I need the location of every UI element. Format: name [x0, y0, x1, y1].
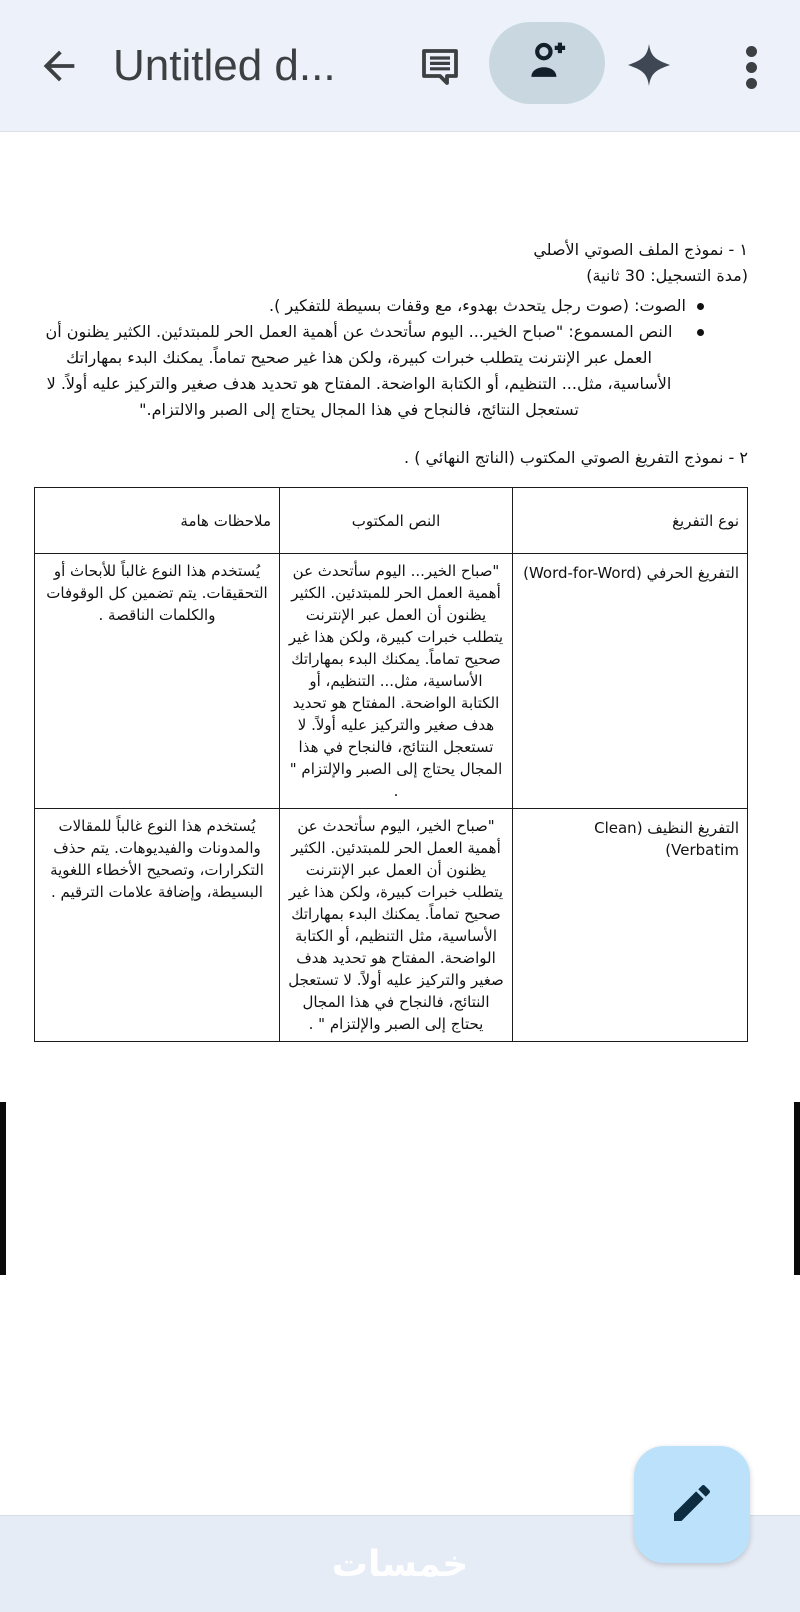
row1-type-cell: التفريغ الحرفي (Word-for-Word): [513, 554, 748, 809]
comment-button[interactable]: [416, 42, 464, 90]
section1-bullets: [32, 293, 712, 423]
document-title[interactable]: Untitled d...: [113, 41, 336, 90]
comment-icon: [416, 75, 464, 94]
three-dot-menu-icon: [746, 46, 757, 57]
app-bar: [0, 0, 800, 132]
adjacent-page-edge-left: [0, 1102, 6, 1275]
header-written-text: النص المكتوب: [280, 488, 513, 554]
table-header-row: [35, 488, 748, 554]
table-row: [35, 809, 748, 1042]
header-transcript-type: نوع التفريغ: [513, 488, 748, 554]
document-canvas[interactable]: [0, 133, 800, 1515]
section1-heading: ١ - نموذج الملف الصوتي الأصلي: [533, 240, 748, 259]
arrow-back-icon: [36, 74, 82, 93]
section1-subheading: (مدة التسجيل: 30 ثانية): [586, 266, 748, 285]
bullet-voice-description: الصوت: (صوت رجل يتحدث بهدوء، مع وقفات بسيطة للتفكير ).: [32, 293, 712, 319]
row1-text-cell: "صباح الخير... اليوم سأتحدث عن أهمية العمل الحر للمبتدئين. الكثير يظنون أن العمل عبر الإنترنت يتطلب خبرات كبيرة، ولكن هذا غير صحيح تماماً. يمكنك البدء بمهاراتك الأساسية، مثل... التنظيم، أو الكتابة الواضحة. المفتاح هو تحديد هدف صغير والتركيز عليه أولاً. لا تستعجل النتائج، فالنجاح في هذا المجال يحتاج إلى الصبر والإلتزام " .: [280, 554, 513, 809]
share-button[interactable]: [489, 22, 605, 104]
edit-fab-button[interactable]: [634, 1446, 750, 1563]
row1-notes-cell: يُستخدم هذا النوع غالباً للأبحاث أو التحقيقات. يتم تضمين كل الوقوفات والكلمات الناقصة .: [35, 554, 280, 809]
header-important-notes: ملاحظات هامة: [35, 488, 280, 554]
adjacent-page-edge-right: [794, 1102, 800, 1275]
person-add-icon: [522, 36, 572, 90]
overflow-menu-button[interactable]: [736, 42, 766, 92]
sparkle-icon: [626, 73, 672, 92]
section2-heading: ٢ - نموذج التفريغ الصوتي المكتوب (الناتج النهائي ) .: [404, 448, 748, 467]
transcription-table: [34, 487, 748, 1042]
row2-type-cell: التفريغ النظيف (Clean Verbatim): [513, 809, 748, 1042]
row2-notes-cell: يُستخدم هذا النوع غالباً للمقالات والمدونات والفيديوهات. يتم حذف التكرارات، وتصحيح الأخطاء اللغوية البسيطة، وإضافة علامات الترقيم .: [35, 809, 280, 1042]
pencil-edit-icon: [668, 1479, 716, 1531]
gemini-button[interactable]: [626, 42, 672, 88]
bullet-heard-text: النص المسموع: "صباح الخير... اليوم سأتحدث عن أهمية العمل الحر للمبتدئين. الكثير يظنون أن العمل عبر الإنترنت يتطلب خبرات كبيرة، ولكن هذا غير صحيح تماماً. يمكنك البدء بمهاراتك الأساسية، مثل... التنظيم، أو الكتابة الواضحة. المفتاح هو تحديد هدف صغير والتركيز عليه أولاً. لا تستعجل النتائج، فالنجاح في هذا المجال يحتاج إلى الصبر والالتزام.": [32, 319, 748, 423]
row2-text-cell: "صباح الخير، اليوم سأتحدث عن أهمية العمل الحر للمبتدئين. الكثير يظنون أن العمل عبر الإنترنت يتطلب خبرات كبيرة، ولكن هذا غير صحيح تماماً. يمكنك البدء بمهاراتك الأساسية، مثل التنظيم، أو الكتابة الواضحة. المفتاح هو تحديد هدف صغير والتركيز عليه أولاً. لا تستعجل النتائج، فالنجاح في هذا المجال يحتاج إلى الصبر والإلتزام " .: [280, 809, 513, 1042]
table-row: [35, 554, 748, 809]
khamsat-watermark: خمسات: [331, 1543, 469, 1585]
back-button[interactable]: [36, 43, 82, 89]
